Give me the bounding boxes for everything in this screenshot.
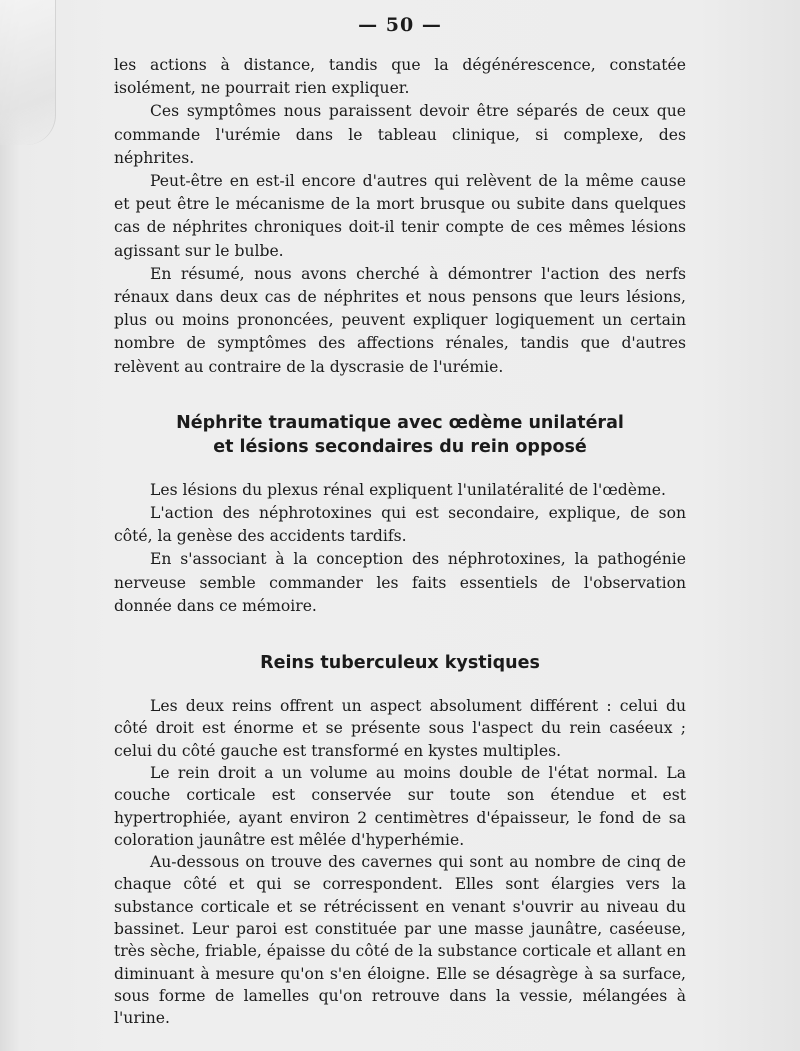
intro-section xyxy=(114,54,686,379)
section-title xyxy=(114,411,686,459)
paragraph: les actions à distance, tandis que la dégénérescence, constatée isolément, ne pourrait rien expliquer. xyxy=(114,56,686,98)
section-title: Reins tuberculeux kystiques xyxy=(260,653,540,674)
section-reins-tuberculeux xyxy=(114,651,686,1029)
paragraph: En résumé, nous avons cherché à démontrer l'action des nerfs rénaux dans deux cas de néphrites et nous pensons que leurs lésions, plus ou moins prononcées, peuvent expliquer logiquement un certain nombre de symptômes des affections rénales, tandis que d'autres relèvent au contraire de la dyscrasie de l'urémie. xyxy=(114,264,686,376)
page-body xyxy=(114,54,686,1030)
paragraph: Au-dessous on trouve des cavernes qui sont au nombre de cinq de chaque côté et qui se correspondent. Elles sont élargies vers la substance corticale et se rétrécissent en venant s'ouvrir au niveau du bassinet. Leur paroi est constituée par une masse jaunâtre, caséeuse, très sèche, friable, épaisse du côté de la substance corticale et allant en diminuant à mesure qu'on s'en éloigne. Elle se désagrège à sa surface, sous forme de lamelles qu'on retrouve dans la vessie, mélangées à l'urine. xyxy=(114,853,686,1028)
paragraph: Peut-être en est-il encore d'autres qui relèvent de la même cause et peut être le mécanisme de la mort brusque ou subite dans quelques cas de néphrites chroniques doit-il tenir compte de ces mêmes lésions agissant sur le bulbe. xyxy=(114,172,686,260)
section-title-line: Néphrite traumatique avec œdème unilatéral xyxy=(176,412,624,433)
section-title-line: et lésions secondaires du rein opposé xyxy=(213,436,587,457)
paragraph: Les deux reins offrent un aspect absolument différent : celui du côté droit est énorme et se présente sous l'aspect du rein caséeux ; celui du côté gauche est transformé en kystes multiples. xyxy=(114,697,686,760)
paragraph: En s'associant à la conception des néphrotoxines, la pathogénie nerveuse semble commander les faits essentiels de l'observation donnée dans ce mémoire. xyxy=(114,550,686,615)
paragraph: Le rein droit a un volume au moins double de l'état normal. La couche corticale est conservée sur toute son étendue et est hypertrophiée, ayant environ 2 centimètres d'épaisseur, le fond de sa coloration jaunâtre est mêlée d'hyperhémie. xyxy=(114,763,686,849)
section-nephrite-traumatique xyxy=(114,411,686,618)
paragraph: L'action des néphrotoxines qui est secondaire, explique, de son côté, la genèse des accidents tardifs. xyxy=(114,504,686,546)
paragraph: Ces symptômes nous paraissent devoir être séparés de ceux que commande l'urémie dans le tableau clinique, si complexe, des néphrites. xyxy=(114,102,686,167)
paragraph: Les lésions du plexus rénal expliquent l'unilatéralité de l'œdème. xyxy=(150,480,666,499)
page-number: — 50 — xyxy=(358,14,442,36)
